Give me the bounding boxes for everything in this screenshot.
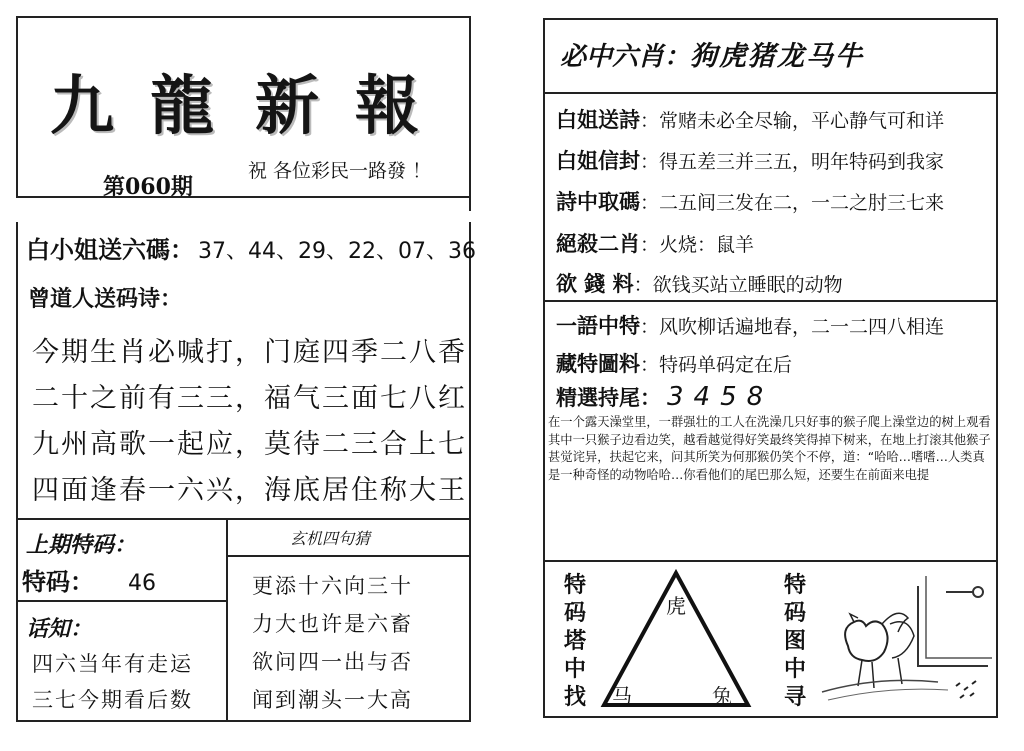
row-hidden-picture: 藏特圖料：特码单码定在后 [556, 352, 793, 376]
masthead-divider [16, 196, 471, 198]
special-code-label: 特码： [22, 568, 94, 596]
riddle-title: 玄机四句猜 [290, 529, 371, 548]
masthead-char-2: 龍 [150, 69, 214, 144]
row-value: 二五间三发在二，一二之肘三七来 [659, 192, 945, 214]
masthead-char-4: 報 [355, 69, 419, 144]
row-label: 一語中特 [556, 314, 640, 338]
row-poem-code: 詩中取碼：二五间三发在二，一二之肘三七来 [556, 190, 945, 214]
left-frame-left-upper [16, 16, 18, 196]
triangle-top-label: 虎 [666, 594, 686, 618]
row-money-clue: 欲 錢 料：欲钱买站立睡眠的动物 [556, 272, 843, 296]
issue-number: 第060期 [103, 174, 193, 200]
left-frame-right-lower [469, 222, 471, 722]
tail-label: 精選持尾： [556, 386, 661, 410]
left-frame-top [16, 16, 471, 18]
row-kill-zodiac: 絕殺二肖：火烧：鼠羊 [556, 232, 755, 256]
must-zodiac [560, 34, 864, 73]
must-zodiac-value: 狗虎猪龙马牛 [690, 41, 865, 72]
six-codes [26, 230, 476, 265]
tail-row [556, 382, 773, 412]
right-frame-left [543, 18, 545, 718]
special-code [22, 562, 156, 597]
right-frame-right [996, 18, 998, 718]
riddle-line-2: 力大也许是六畜 [252, 612, 413, 636]
row-label: 絕殺二肖 [556, 232, 640, 256]
right-vertical-char: 图 [783, 629, 806, 654]
six-codes-label: 白小姐送六碼： [26, 236, 194, 264]
saying-line-1: 四六当年有走运 [32, 652, 193, 676]
row-value: 风吹柳话遍地春，二一二四八相连 [659, 316, 945, 338]
right-vertical-char: 码 [783, 601, 806, 626]
row-value: 火烧：鼠羊 [659, 234, 755, 256]
poem-line-1: 今期生肖必喊打，门庭四季二八香 [32, 337, 467, 368]
row-label: 欲 錢 料 [556, 272, 634, 296]
row-one-phrase: 一語中特：风吹柳话遍地春，二一二四八相连 [556, 314, 945, 338]
row-bai-poem: 白姐送詩：常赌未必全尽输，平心静气可和详 [556, 108, 945, 132]
must-zodiac-label: 必中六肖： [560, 42, 691, 72]
left-vertical-char: 特 [563, 573, 586, 598]
saying-label: 话知： [26, 617, 93, 642]
right-vertical-char: 寻 [783, 685, 806, 710]
row-value: 得五差三并三五，明年特码到我家 [659, 151, 945, 173]
left-frame-right-upper [469, 16, 471, 211]
right-vertical-text [782, 572, 808, 712]
rooster-sketch-illustration [818, 566, 994, 712]
riddle-line-1: 更添十六向三十 [252, 574, 413, 598]
left-vertical-char: 塔 [563, 629, 586, 654]
row-label: 白姐信封 [556, 149, 640, 173]
left-frame-bottom [16, 720, 471, 722]
poem-line-4: 四面逢春一六兴，海底居住称大王 [32, 475, 467, 506]
right-vertical-char: 特 [783, 573, 806, 598]
left-vertical-char: 中 [563, 657, 586, 682]
tail-value: 3458 [667, 382, 774, 412]
triangle-left-label: 马 [612, 684, 632, 708]
last-special-label: 上期特码： [26, 533, 137, 558]
picture-divider [543, 560, 998, 562]
story-text: 在一个露天澡堂里，一群强壮的工人在洗澡几只好事的猴子爬上澡堂边的树上观看其中一只猴子边看边笑，越看越觉得好笑最终笑得掉下树来，在地上打滚其他猴子甚觉诧异，扶起它来，问其所笑为何那猴仍笑个不停，道：“哈哈…嗜嗜…人类真是一种奇怪的动物哈哈…你看他们的尾巴那么短，还要生在前面来电提 [548, 415, 991, 482]
left-vertical-char: 码 [563, 601, 586, 626]
left-vertical-char: 找 [563, 685, 586, 710]
row-value: 欲钱买站立睡眠的动物 [652, 274, 843, 296]
poem-line-2: 二十之前有三三，福气三面七八红 [32, 383, 467, 414]
row-divider [543, 300, 998, 302]
riddle-title-divider [226, 555, 471, 557]
row-bai-letter: 白姐信封：得五差三并三五，明年特码到我家 [556, 149, 945, 173]
six-codes-values: 37、44、29、22、07、36 [198, 239, 476, 264]
row-label: 白姐送詩 [556, 108, 640, 132]
riddle-line-3: 欲问四一出与否 [252, 650, 413, 674]
zodiac-divider [543, 92, 998, 94]
row-label: 藏特圖料 [556, 352, 640, 376]
poem-divider [16, 518, 471, 520]
triangle-right-label: 兔 [712, 684, 732, 708]
poem-line-3: 九州高歌一起应，莫待二三合上七 [32, 429, 467, 460]
left-frame-left-lower [16, 222, 18, 722]
left-vertical-text [562, 572, 588, 712]
row-value: 特码单码定在后 [659, 354, 793, 376]
bottom-vertical-divider [226, 518, 228, 722]
masthead-char-1: 九 [50, 69, 114, 144]
greeting: 祝 各位彩民一路發 ！ [248, 160, 432, 182]
masthead-char-3: 新 [255, 69, 319, 144]
poem-label: 曾道人送码诗： [28, 287, 183, 312]
row-label: 詩中取碼 [556, 190, 640, 214]
right-frame-bottom [543, 716, 998, 718]
riddle-line-4: 闻到潮头一大高 [252, 688, 413, 712]
saying-line-2: 三七今期看后数 [32, 688, 193, 712]
row-value: 常赌未必全尽输，平心静气可和详 [659, 110, 945, 132]
right-frame-top [543, 18, 998, 20]
bottom-left-divider [16, 600, 226, 602]
special-code-value: 46 [128, 571, 156, 596]
right-vertical-char: 中 [783, 657, 806, 682]
